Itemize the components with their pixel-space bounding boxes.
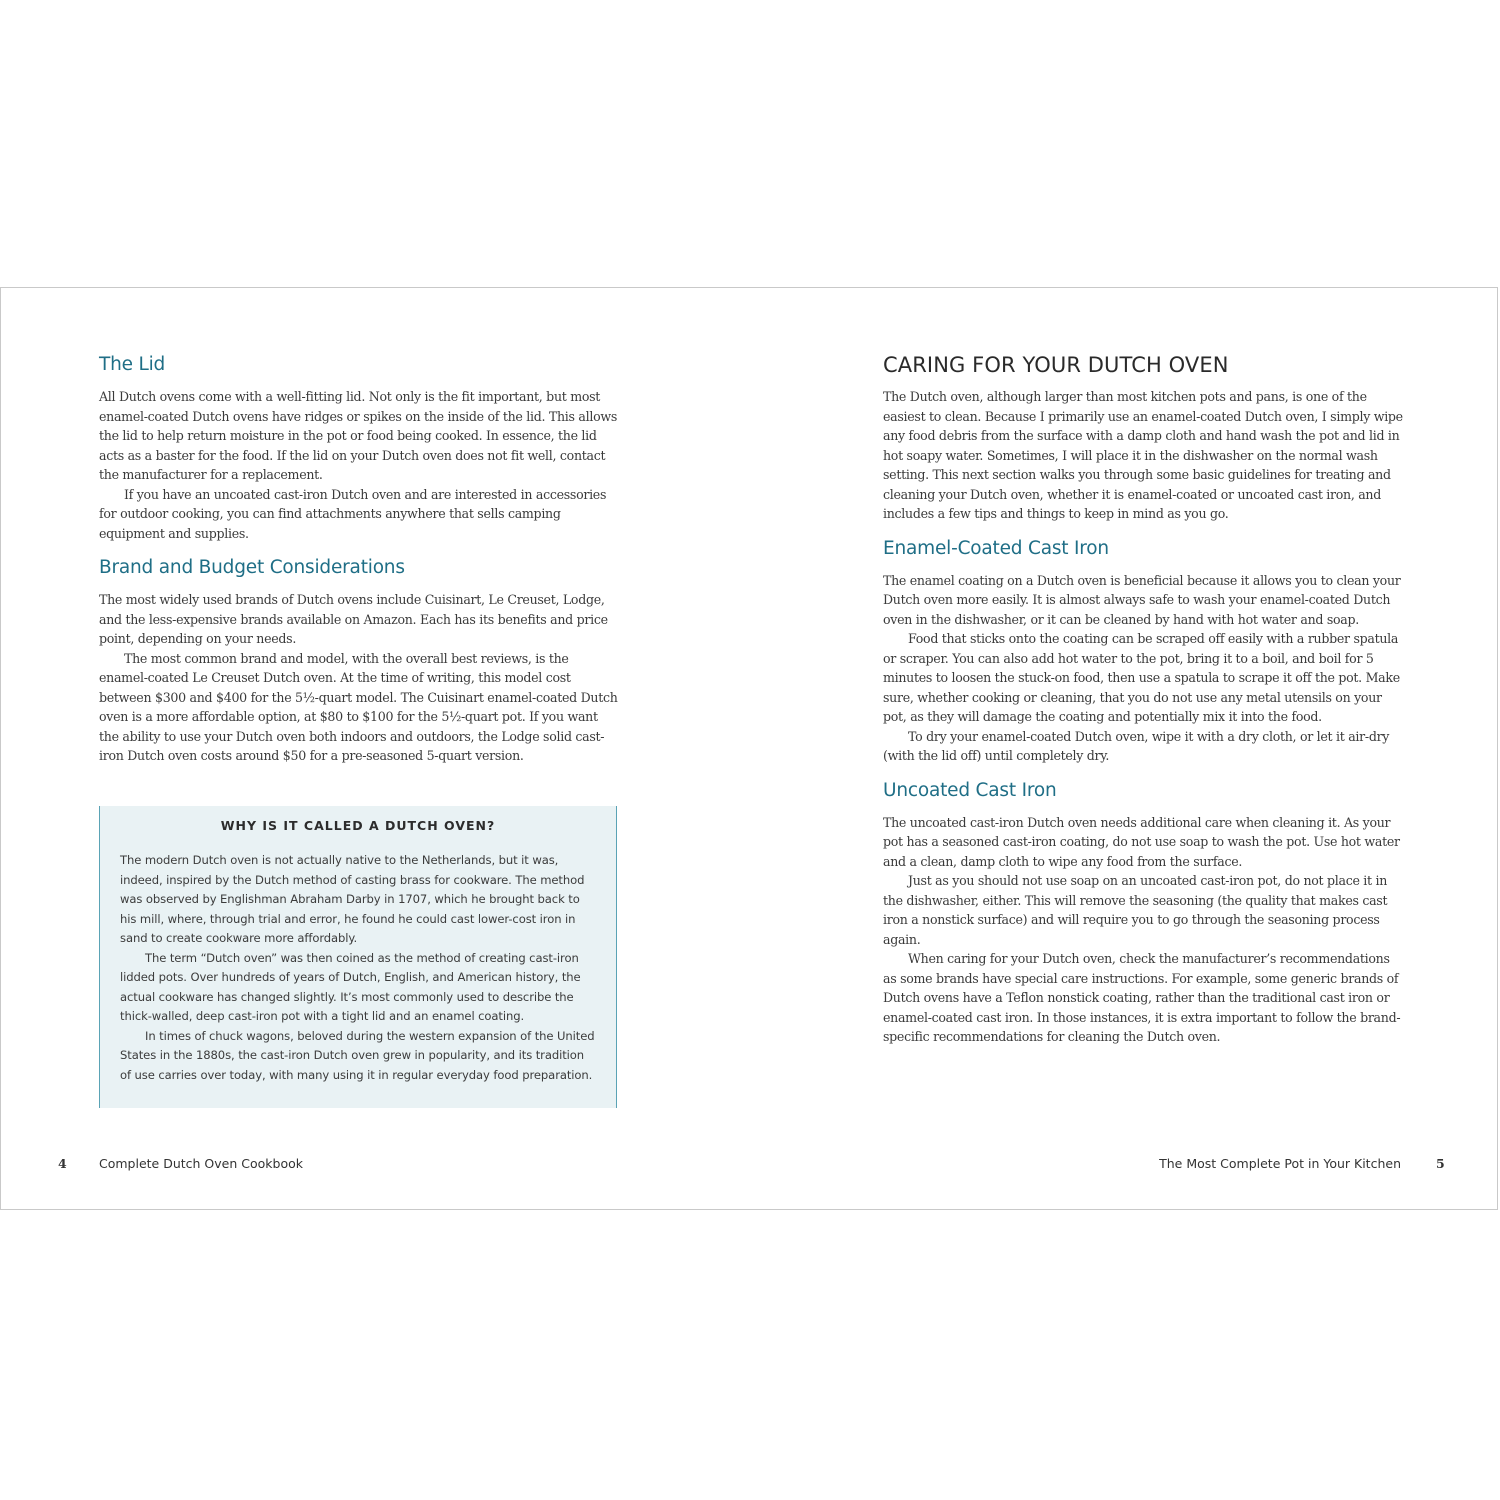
running-head-right: The Most Complete Pot in Your Kitchen	[1159, 1156, 1401, 1171]
brand-heading: Brand and Budget Considerations	[99, 557, 405, 578]
uncoated-heading: Uncoated Cast Iron	[883, 779, 1057, 801]
sidebar-paragraph-3: In times of chuck wagons, beloved during the western expansion of the United States in the 1880s, the cast-iron Dutch oven grew in popularity, and its tradition of use carries over today, with many using it in regular everyday food preparation.	[120, 1028, 595, 1082]
sidebar-paragraph-2: The term “Dutch oven” was then coined as the method of creating cast-iron lidded pots. Over hundreds of years of Dutch, English, and American history, the actual cookware has changed slightly. It’s most commonly used to describe the thick-walled, deep cast-iron pot with a tight lid and an enamel coating.	[120, 950, 581, 1023]
sidebar-box	[99, 806, 617, 1108]
book-spread	[0, 287, 1498, 1210]
lid-section	[99, 352, 619, 543]
brand-paragraph-1: The most widely used brands of Dutch ovens include Cuisinart, Le Creuset, Lodge, and the less-expensive brands available on Amazon. Each has its benefits and price point, depending on your needs.	[99, 592, 608, 646]
enamel-paragraph-1: The enamel coating on a Dutch oven is beneficial because it allows you to clean your Dutch oven more easily. It is almost always safe to wash your enamel-coated Dutch oven in the dishwasher, or it can be cleaned by hand with hot water and soap.	[883, 572, 1401, 627]
caring-section	[883, 352, 1403, 524]
brand-section	[99, 555, 619, 766]
uncoated-paragraph-1: The uncoated cast-iron Dutch oven needs additional care when cleaning it. As your pot has a seasoned cast-iron coating, do not use soap to wash the pot. Use hot water and a clean, damp cloth to wipe any food from the surface.	[883, 814, 1400, 869]
page-number-right: 5	[1436, 1156, 1445, 1171]
left-column	[99, 352, 619, 778]
sidebar-title: WHY IS IT CALLED A DUTCH OVEN?	[220, 818, 496, 833]
left-page	[1, 288, 750, 1209]
sidebar-paragraph-1: The modern Dutch oven is not actually native to the Netherlands, but it was, indeed, inspired by the Dutch method of casting brass for cookware. The method was observed by Englishman Abraham Darby in 1707, which he brought back to his mill, where, through trial and error, he found he could cast lower-cost iron in sand to create cookware more affordably.	[120, 853, 585, 945]
lid-heading: The Lid	[99, 354, 166, 375]
uncoated-paragraph-2: Just as you should not use soap on an uncoated cast-iron pot, do not place it in the dishwasher, either. This will remove the seasoning (the quality that makes cast iron a nonstick surface) and will require you to go through the seasoning process again.	[883, 873, 1388, 947]
lid-paragraph-2: If you have an uncoated cast-iron Dutch oven and are interested in accessories for outdoor cooking, you can find attachments anywhere that sells camping equipment and supplies.	[99, 486, 607, 541]
page-number-left: 4	[58, 1156, 67, 1171]
enamel-section	[883, 536, 1403, 766]
right-page	[750, 288, 1499, 1209]
enamel-heading: Enamel-Coated Cast Iron	[883, 537, 1109, 559]
caring-paragraph-1: The Dutch oven, although larger than most kitchen pots and pans, is one of the easiest to clean. Because I primarily use an enamel-coated Dutch oven, I simply wipe any food debris from the surface with a damp cloth and hand wash the pot and lid in hot soapy water. Sometimes, I will place it in the dishwasher on the normal wash setting. This next section walks you through some basic guidelines for treating and cleaning your Dutch oven, whether it is enamel-coated or uncoated cast iron, and includes a few tips and things to keep in mind as you go.	[883, 389, 1403, 521]
uncoated-section	[883, 778, 1403, 1047]
lid-paragraph-1: All Dutch ovens come with a well-fitting lid. Not only is the fit important, but most enamel-coated Dutch ovens have ridges or spikes on the inside of the lid. This allows the lid to help return moisture in the pot or food being cooked. In essence, the lid acts as a baster for the food. If the lid on your Dutch oven does not fit well, contact the manufacturer for a replacement.	[99, 389, 617, 482]
running-head-left: Complete Dutch Oven Cookbook	[99, 1156, 303, 1171]
enamel-paragraph-2: Food that sticks onto the coating can be scraped off easily with a rubber spatula or scraper. You can also add hot water to the pot, bring it to a boil, and boil for 5 minutes to loosen the stuck-on food, then use a spatula to scrape it off the pot. Make sure, whether cooking or cleaning, that you do not use any metal utensils on your pot, as they will damage the coating and potentially mix it into the food.	[883, 631, 1400, 724]
enamel-paragraph-3: To dry your enamel-coated Dutch oven, wipe it with a dry cloth, or let it air-dry (with the lid off) until completely dry.	[883, 728, 1390, 763]
right-column	[883, 352, 1403, 1059]
brand-paragraph-2: The most common brand and model, with the overall best reviews, is the enamel-coated Le Creuset Dutch oven. At the time of writing, this model cost between $300 and $400 for the 5½-quart model. The Cuisinart enamel-coated Dutch oven is a more affordable option, at $80 to $100 for the 5½-quart pot. If you want the ability to use your Dutch oven both indoors and outdoors, the Lodge solid cast-iron Dutch oven costs around $50 for a pre-seasoned 5-quart version.	[99, 650, 618, 763]
caring-heading: CARING FOR YOUR DUTCH OVEN	[883, 353, 1229, 377]
uncoated-paragraph-3: When caring for your Dutch oven, check the manufacturer’s recommendations as some brands have special care instructions. For example, some generic brands of Dutch ovens have a Teflon nonstick coating, rather than the traditional cast iron or enamel-coated cast iron. In those instances, it is extra important to follow the brand-specific recommendations for cleaning the Dutch oven.	[883, 951, 1401, 1044]
